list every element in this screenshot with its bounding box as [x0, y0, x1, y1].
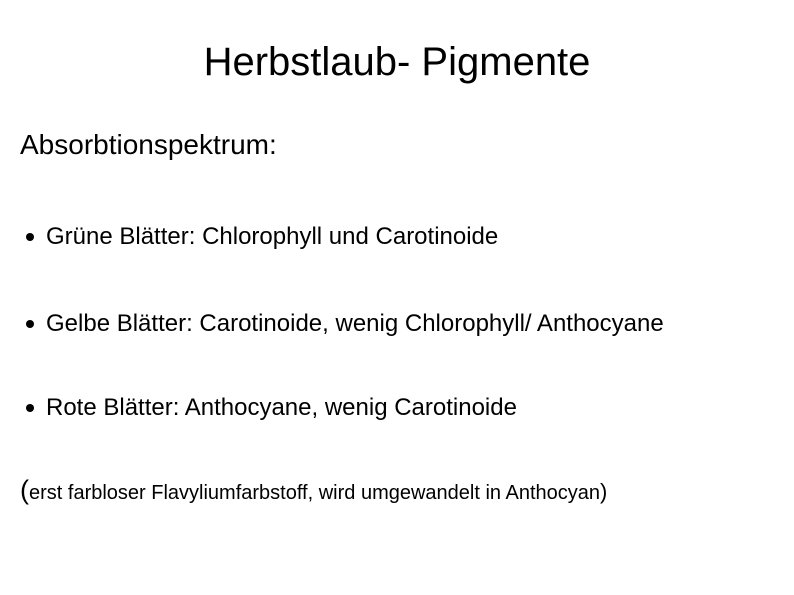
footnote	[20, 476, 607, 507]
footnote-open-paren: (	[20, 475, 29, 505]
bullet-dot-icon	[26, 320, 34, 328]
bullet-dot-icon	[26, 233, 34, 241]
bullet-text: Grüne Blätter: Chlorophyll und Carotinoide	[46, 223, 499, 250]
bullet-text: Rote Blätter: Anthocyane, wenig Carotinoide	[46, 394, 517, 421]
slide-subtitle: Absorbtionspektrum:	[20, 129, 277, 160]
bullet-dot-icon	[26, 404, 34, 412]
footnote-close-paren: )	[600, 479, 608, 504]
slide-title: Herbstlaub- Pigmente	[203, 40, 591, 84]
bullet-text: Gelbe Blätter: Carotinoide, wenig Chlorophyll/ Anthocyane	[46, 310, 664, 337]
footnote-text: erst farbloser Flavyliumfarbstoff, wird umgewandelt in Anthocyan	[29, 482, 601, 504]
